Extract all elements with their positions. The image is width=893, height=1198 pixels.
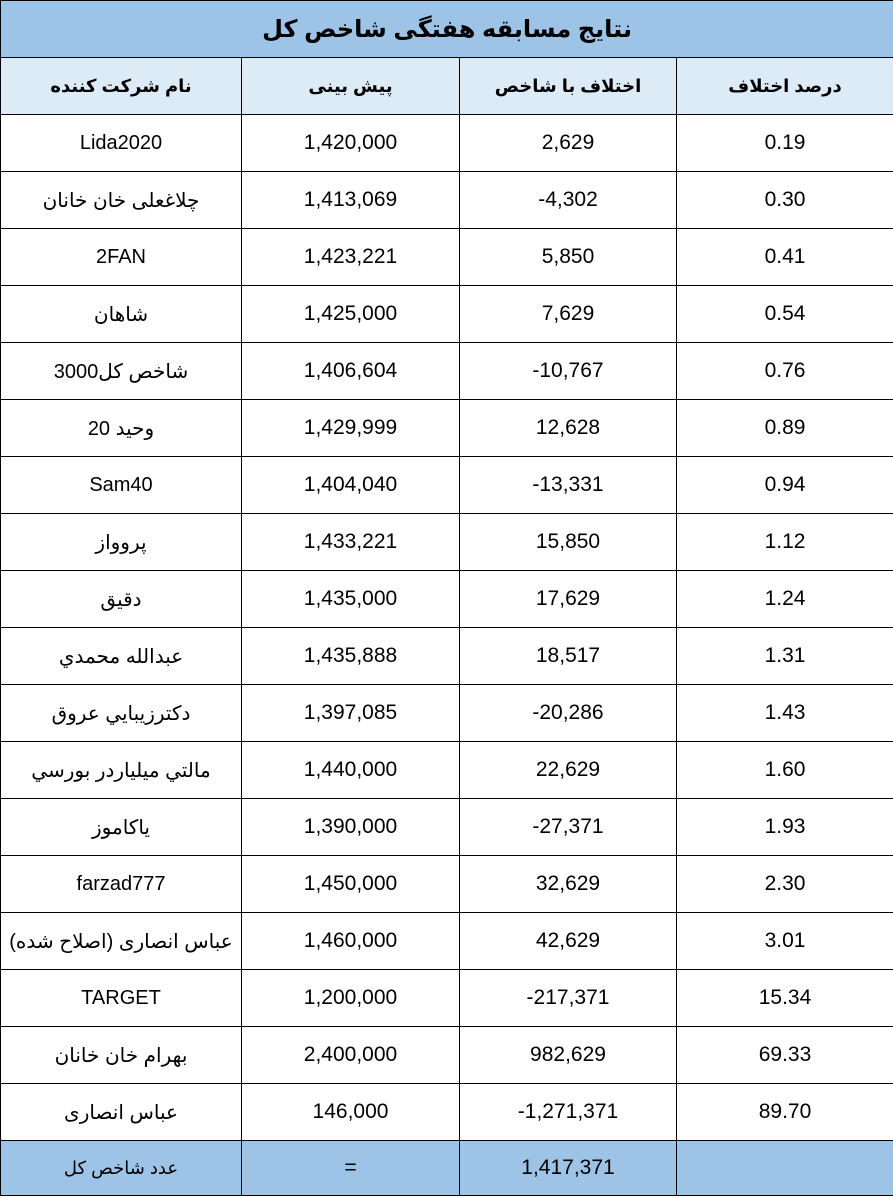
difference-percent-cell: 0.19	[677, 115, 893, 172]
participant-name-cell: دقیق	[1, 571, 242, 628]
prediction-cell: 1,425,000	[242, 286, 460, 343]
title-row	[1, 1, 893, 58]
table-row	[1, 115, 893, 172]
difference-percent-cell: 15.34	[677, 970, 893, 1027]
table-row	[1, 856, 893, 913]
prediction-cell: 1,429,999	[242, 400, 460, 457]
difference-cell: -1,271,371	[460, 1084, 677, 1141]
results-table-body	[1, 1, 893, 115]
participant-name-cell: بهرام خان خانان	[1, 1027, 242, 1084]
participant-name-cell: Sam40	[1, 457, 242, 514]
table-row	[1, 571, 893, 628]
prediction-cell: 1,420,000	[242, 115, 460, 172]
prediction-cell: 1,390,000	[242, 799, 460, 856]
difference-percent-cell: 1.31	[677, 628, 893, 685]
participant-name-cell: شاهان	[1, 286, 242, 343]
difference-cell: -217,371	[460, 970, 677, 1027]
participant-name-cell: عبدالله محمدي	[1, 628, 242, 685]
prediction-cell: 1,433,221	[242, 514, 460, 571]
prediction-cell: 2,400,000	[242, 1027, 460, 1084]
prediction-cell: 1,440,000	[242, 742, 460, 799]
footer-row	[1, 1141, 893, 1196]
difference-cell: 42,629	[460, 913, 677, 970]
table-row	[1, 742, 893, 799]
difference-cell: -4,302	[460, 172, 677, 229]
table-row	[1, 172, 893, 229]
table-row	[1, 628, 893, 685]
prediction-cell: 1,200,000	[242, 970, 460, 1027]
header-difference: اختلاف با شاخص	[460, 58, 677, 115]
footer-index-value: 1,417,371	[460, 1141, 677, 1196]
footer-section	[1, 1141, 893, 1196]
difference-cell: 18,517	[460, 628, 677, 685]
participant-name-cell: شاخص کل3000	[1, 343, 242, 400]
footer-empty-cell	[677, 1141, 893, 1196]
prediction-cell: 1,450,000	[242, 856, 460, 913]
results-rows	[1, 115, 893, 1141]
difference-cell: 5,850	[460, 229, 677, 286]
difference-percent-cell: 1.24	[677, 571, 893, 628]
difference-percent-cell: 0.94	[677, 457, 893, 514]
header-participant-name: نام شرکت کننده	[1, 58, 242, 115]
table-row	[1, 514, 893, 571]
difference-cell: -20,286	[460, 685, 677, 742]
participant-name-cell: وحید 20	[1, 400, 242, 457]
participant-name-cell: 2FAN	[1, 229, 242, 286]
prediction-cell: 1,435,000	[242, 571, 460, 628]
participant-name-cell: farzad777	[1, 856, 242, 913]
participant-name-cell: Lida2020	[1, 115, 242, 172]
participant-name-cell: TARGET	[1, 970, 242, 1027]
table-row	[1, 400, 893, 457]
participant-name-cell: چلاغعلی خان خانان	[1, 172, 242, 229]
participant-name-cell: پرووﺍﺯ	[1, 514, 242, 571]
header-prediction: پیش بینی	[242, 58, 460, 115]
difference-cell: 17,629	[460, 571, 677, 628]
prediction-cell: 1,460,000	[242, 913, 460, 970]
participant-name-cell: دکترزیبایي عروق	[1, 685, 242, 742]
difference-percent-cell: 3.01	[677, 913, 893, 970]
prediction-cell: 1,404,040	[242, 457, 460, 514]
table-row	[1, 1027, 893, 1084]
prediction-cell: 1,435,888	[242, 628, 460, 685]
footer-equals-sign: =	[242, 1141, 460, 1196]
difference-cell: 32,629	[460, 856, 677, 913]
table-row	[1, 457, 893, 514]
difference-cell: 7,629	[460, 286, 677, 343]
header-row	[1, 58, 893, 115]
difference-percent-cell: 0.54	[677, 286, 893, 343]
table-row	[1, 799, 893, 856]
difference-percent-cell: 1.93	[677, 799, 893, 856]
table-title: نتایج مسابقه هفتگی شاخص کل	[1, 1, 893, 58]
difference-percent-cell: 0.76	[677, 343, 893, 400]
participant-name-cell: عباس انصاری	[1, 1084, 242, 1141]
prediction-cell: 1,397,085	[242, 685, 460, 742]
difference-cell: -10,767	[460, 343, 677, 400]
difference-percent-cell: 1.60	[677, 742, 893, 799]
participant-name-cell: مالتي میلیاردر بورسي	[1, 742, 242, 799]
header-difference-percent: درصد اختلاف	[677, 58, 893, 115]
table-row	[1, 286, 893, 343]
table-row	[1, 913, 893, 970]
difference-cell: 2,629	[460, 115, 677, 172]
difference-cell: 12,628	[460, 400, 677, 457]
prediction-cell: 1,413,069	[242, 172, 460, 229]
table-row	[1, 343, 893, 400]
difference-percent-cell: 69.33	[677, 1027, 893, 1084]
difference-cell: -27,371	[460, 799, 677, 856]
participant-name-cell: یاکاموز	[1, 799, 242, 856]
difference-cell: 15,850	[460, 514, 677, 571]
difference-percent-cell: 0.41	[677, 229, 893, 286]
prediction-cell: 1,423,221	[242, 229, 460, 286]
difference-percent-cell: 1.43	[677, 685, 893, 742]
difference-percent-cell: 1.12	[677, 514, 893, 571]
difference-percent-cell: 0.89	[677, 400, 893, 457]
prediction-cell: 146,000	[242, 1084, 460, 1141]
difference-cell: -13,331	[460, 457, 677, 514]
table-row	[1, 229, 893, 286]
table-row	[1, 685, 893, 742]
prediction-cell: 1,406,604	[242, 343, 460, 400]
difference-percent-cell: 0.30	[677, 172, 893, 229]
table-row	[1, 970, 893, 1027]
difference-cell: 22,629	[460, 742, 677, 799]
difference-percent-cell: 89.70	[677, 1084, 893, 1141]
difference-percent-cell: 2.30	[677, 856, 893, 913]
difference-cell: 982,629	[460, 1027, 677, 1084]
participant-name-cell: عباس انصاری (اصلاح شده)	[1, 913, 242, 970]
footer-index-label: عدد شاخص کل	[1, 1141, 242, 1196]
table-row	[1, 1084, 893, 1141]
